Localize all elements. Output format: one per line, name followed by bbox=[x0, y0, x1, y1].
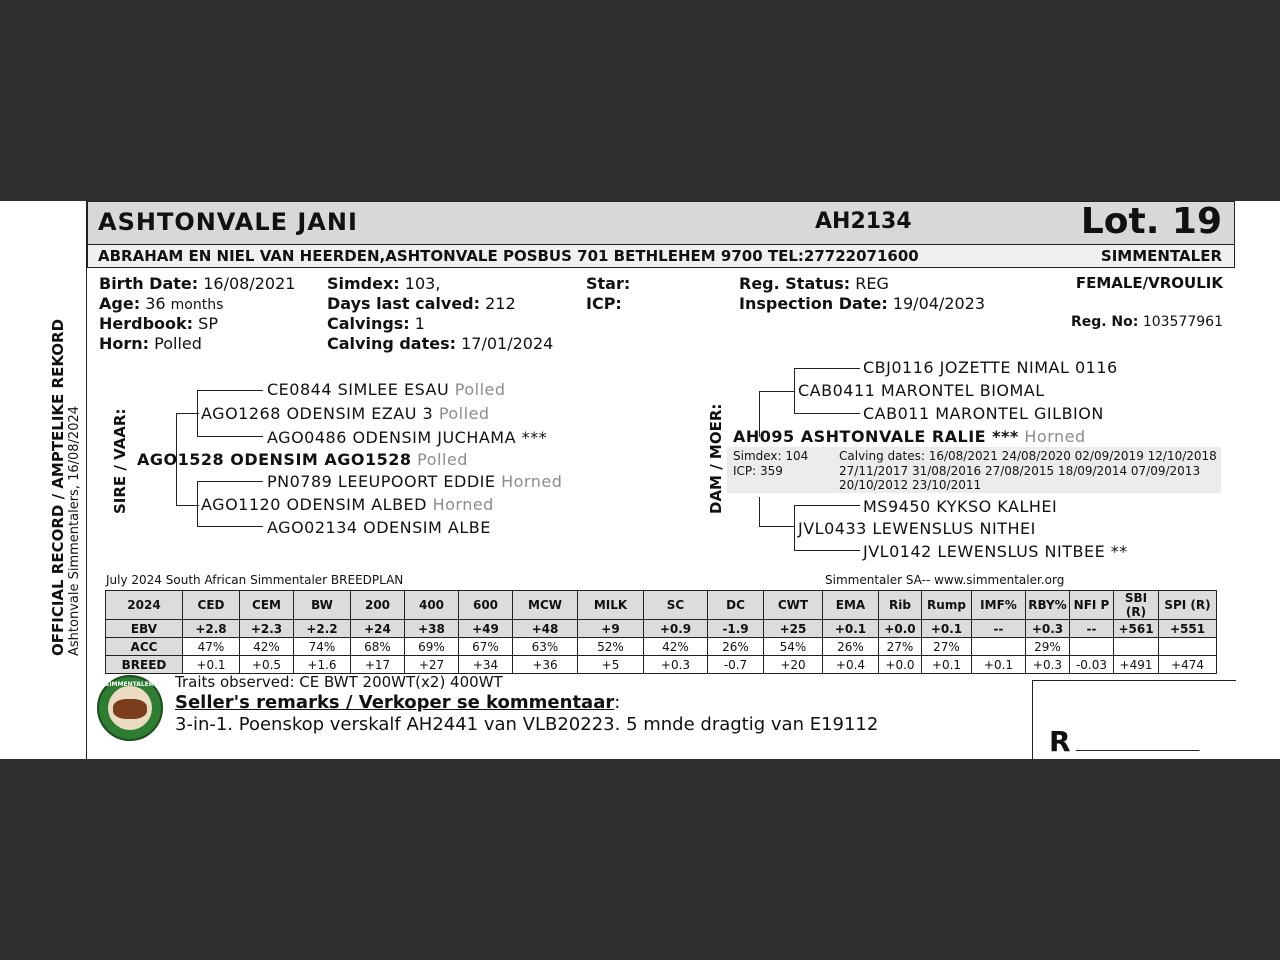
days-last-calved: Days last calved: 212 bbox=[327, 294, 516, 313]
header-cell: SPI (R) bbox=[1159, 591, 1217, 620]
sellers-remarks-text: 3-in-1. Poenskop verskalf AH2441 van VLB20223. 5 mnde dragtig van E19112 bbox=[175, 714, 879, 735]
ebv-cell: EBV bbox=[106, 620, 183, 638]
acc-cell: 42% bbox=[240, 638, 294, 656]
acc-cell bbox=[972, 638, 1026, 656]
breed-cell: +34 bbox=[459, 656, 513, 674]
dam-simdex: Simdex: 104 bbox=[733, 449, 809, 463]
breed-cell: +491 bbox=[1114, 656, 1159, 674]
owner-address: ABRAHAM EN NIEL VAN HEERDEN,ASHTONVALE POSBUS 701 BETHLEHEM 9700 TEL:27722071600 bbox=[98, 247, 919, 265]
dam-calving-dates-2: 27/11/2017 31/08/2016 27/08/2015 18/09/2014 07/09/2013 bbox=[839, 464, 1201, 478]
ebv-cell: +2.2 bbox=[294, 620, 351, 638]
official-record-side-label bbox=[49, 319, 83, 656]
header-cell: IMF% bbox=[972, 591, 1026, 620]
breed-cell: +20 bbox=[764, 656, 823, 674]
ebv-cell: -- bbox=[972, 620, 1026, 638]
header-cell: 200 bbox=[351, 591, 405, 620]
lot-card bbox=[86, 201, 1235, 759]
horn-status: Horn: Polled bbox=[99, 334, 202, 353]
ebv-cell: +9 bbox=[578, 620, 644, 638]
acc-cell: 52% bbox=[578, 638, 644, 656]
breedplan-caption: July 2024 South African Simmentaler BREEDPLAN bbox=[106, 573, 404, 587]
calvings: Calvings: 1 bbox=[327, 314, 425, 333]
breed-cell: +0.1 bbox=[972, 656, 1026, 674]
acc-cell: 54% bbox=[764, 638, 823, 656]
header-cell: Rump bbox=[922, 591, 972, 620]
acc-cell: 27% bbox=[922, 638, 972, 656]
header-cell: SC bbox=[644, 591, 708, 620]
owner-bar bbox=[87, 245, 1235, 268]
icp: ICP: bbox=[586, 294, 622, 313]
ebv-header-row bbox=[106, 591, 1217, 620]
breed-cell: +17 bbox=[351, 656, 405, 674]
title-bar bbox=[87, 201, 1235, 245]
ebv-table bbox=[105, 590, 1217, 674]
header-cell: RBY% bbox=[1026, 591, 1070, 620]
breed-cell: +36 bbox=[513, 656, 578, 674]
breed-cell: +0.1 bbox=[183, 656, 240, 674]
ebv-cell: +0.1 bbox=[823, 620, 879, 638]
breed-cell: +0.1 bbox=[922, 656, 972, 674]
acc-cell: ACC bbox=[106, 638, 183, 656]
ebv-cell: +48 bbox=[513, 620, 578, 638]
header-cell: BW bbox=[294, 591, 351, 620]
dam: AH095 ASHTONVALE RALIE *** Horned bbox=[733, 427, 1086, 446]
acc-cell: 67% bbox=[459, 638, 513, 656]
breed-cell: +0.0 bbox=[879, 656, 922, 674]
header-cell: 2024 bbox=[106, 591, 183, 620]
ebv-cell: -1.9 bbox=[708, 620, 764, 638]
header-cell: SBI (R) bbox=[1114, 591, 1159, 620]
header-cell: MCW bbox=[513, 591, 578, 620]
star: Star: bbox=[586, 274, 631, 293]
header-cell: CWT bbox=[764, 591, 823, 620]
acc-cell bbox=[1114, 638, 1159, 656]
breed-cell: +0.3 bbox=[644, 656, 708, 674]
official-record-source: Ashtonvale Simmentalers, 16/08/2024 bbox=[67, 405, 82, 656]
dam-dam-sire: MS9450 KYKSO KALHEI bbox=[863, 497, 1058, 516]
lot-number: Lot. 19 bbox=[1080, 201, 1222, 242]
age: Age: 36 months bbox=[99, 294, 224, 313]
acc-cell: 29% bbox=[1026, 638, 1070, 656]
ebv-cell: +38 bbox=[405, 620, 459, 638]
sellers-remarks-heading: Seller's remarks / Verkoper se kommentaar: bbox=[175, 692, 621, 713]
breed-name: SIMMENTALER bbox=[1100, 247, 1222, 265]
inspection-date: Inspection Date: 19/04/2023 bbox=[739, 294, 986, 313]
acc-cell: 69% bbox=[405, 638, 459, 656]
acc-cell: 42% bbox=[644, 638, 708, 656]
dam-calving-dates-3: 20/10/2012 23/10/2011 bbox=[839, 478, 982, 492]
breed-cell: -0.03 bbox=[1070, 656, 1114, 674]
dam-sire-sire: CBJ0116 JOZETTE NIMAL 0116 bbox=[863, 358, 1118, 377]
animal-code: AH2134 bbox=[815, 209, 912, 234]
breed-cell: BREED bbox=[106, 656, 183, 674]
breed-cell: +5 bbox=[578, 656, 644, 674]
breed-cell: +0.4 bbox=[823, 656, 879, 674]
sire-sire-dam: AGO0486 ODENSIM JUCHAMA *** bbox=[267, 428, 548, 447]
acc-cell bbox=[1070, 638, 1114, 656]
price-box bbox=[1032, 680, 1236, 760]
sire-dam-sire: PN0789 LEEUPOORT EDDIE Horned bbox=[267, 472, 563, 491]
reg-number: Reg. No: 103577961 bbox=[1070, 314, 1223, 330]
traits-observed: Traits observed: CE BWT 200WT(x2) 400WT bbox=[175, 673, 503, 691]
breed-cell: +474 bbox=[1159, 656, 1217, 674]
header-cell: 600 bbox=[459, 591, 513, 620]
sire-dam-dam: AGO02134 ODENSIM ALBE bbox=[267, 518, 491, 537]
dam-dam: JVL0433 LEWENSLUS NITHEI bbox=[798, 519, 1036, 538]
acc-row bbox=[106, 638, 1217, 656]
breed-cell: +27 bbox=[405, 656, 459, 674]
header-cell: EMA bbox=[823, 591, 879, 620]
sire-sire: AGO1268 ODENSIM EZAU 3 Polled bbox=[201, 404, 490, 423]
header-cell: 400 bbox=[405, 591, 459, 620]
ebv-cell: +24 bbox=[351, 620, 405, 638]
header-cell: CED bbox=[183, 591, 240, 620]
header-cell: MILK bbox=[578, 591, 644, 620]
breed-cell: +1.6 bbox=[294, 656, 351, 674]
dam-sire-dam: CAB011 MARONTEL GILBION bbox=[863, 404, 1104, 423]
dam-label: DAM / MOER: bbox=[707, 403, 725, 514]
ebv-row bbox=[106, 620, 1217, 638]
ebv-cell: +49 bbox=[459, 620, 513, 638]
dam-icp: ICP: 359 bbox=[733, 464, 783, 478]
header-cell: CEM bbox=[240, 591, 294, 620]
dam-dam-dam: JVL0142 LEWENSLUS NITBEE ** bbox=[863, 542, 1128, 561]
ebv-cell: +2.8 bbox=[183, 620, 240, 638]
ebv-cell: +0.3 bbox=[1026, 620, 1070, 638]
dam-stats-box bbox=[727, 447, 1221, 493]
sire: AGO1528 ODENSIM AGO1528 Polled bbox=[137, 450, 468, 469]
sire-sire-sire: CE0844 SIMLEE ESAU Polled bbox=[267, 380, 506, 399]
breed-avg-row bbox=[106, 656, 1217, 674]
ebv-cell: +25 bbox=[764, 620, 823, 638]
acc-cell: 26% bbox=[823, 638, 879, 656]
acc-cell: 68% bbox=[351, 638, 405, 656]
acc-cell: 74% bbox=[294, 638, 351, 656]
breed-cell: +0.5 bbox=[240, 656, 294, 674]
header-cell: Rib bbox=[879, 591, 922, 620]
simdex: Simdex: 103, bbox=[327, 274, 441, 293]
header-cell: NFI P bbox=[1070, 591, 1114, 620]
acc-cell bbox=[1159, 638, 1217, 656]
reg-status: Reg. Status: REG bbox=[739, 274, 889, 293]
dam-calving-dates-1: Calving dates: 16/08/2021 24/08/2020 02/09/2019 12/10/2018 bbox=[839, 449, 1217, 463]
acc-cell: 26% bbox=[708, 638, 764, 656]
ebv-cell: +2.3 bbox=[240, 620, 294, 638]
acc-cell: 63% bbox=[513, 638, 578, 656]
animal-name: ASHTONVALE JANI bbox=[98, 208, 358, 236]
price-blank-line[interactable]: ___________________ bbox=[1076, 737, 1200, 752]
calving-dates: Calving dates: 17/01/2024 bbox=[327, 334, 554, 353]
acc-cell: 27% bbox=[879, 638, 922, 656]
sex: FEMALE/VROULIK bbox=[1075, 274, 1223, 292]
ebv-cell: +561 bbox=[1114, 620, 1159, 638]
official-record-title: OFFICIAL RECORD / AMPTELIKE REKORD bbox=[49, 318, 67, 656]
breed-cell: +0.3 bbox=[1026, 656, 1070, 674]
ebv-cell: +0.0 bbox=[879, 620, 922, 638]
ebv-cell: +0.1 bbox=[922, 620, 972, 638]
header-cell: DC bbox=[708, 591, 764, 620]
dam-sire: CAB0411 MARONTEL BIOMAL bbox=[798, 381, 1045, 400]
acc-cell: 47% bbox=[183, 638, 240, 656]
breed-cell: -0.7 bbox=[708, 656, 764, 674]
ebv-cell: -- bbox=[1070, 620, 1114, 638]
ebv-cell: +0.9 bbox=[644, 620, 708, 638]
sire-label: SIRE / VAAR: bbox=[111, 408, 129, 514]
herdbook: Herdbook: SP bbox=[99, 314, 218, 333]
price-r-label: R bbox=[1049, 725, 1071, 758]
website-caption: Simmentaler SA-- www.simmentaler.org bbox=[825, 573, 1065, 587]
birth-date: Birth Date: 16/08/2021 bbox=[99, 274, 296, 293]
ebv-cell: +551 bbox=[1159, 620, 1217, 638]
simmentaler-logo: SIMMENTALER SA bbox=[97, 675, 163, 741]
sire-dam: AGO1120 ODENSIM ALBED Horned bbox=[201, 495, 494, 514]
